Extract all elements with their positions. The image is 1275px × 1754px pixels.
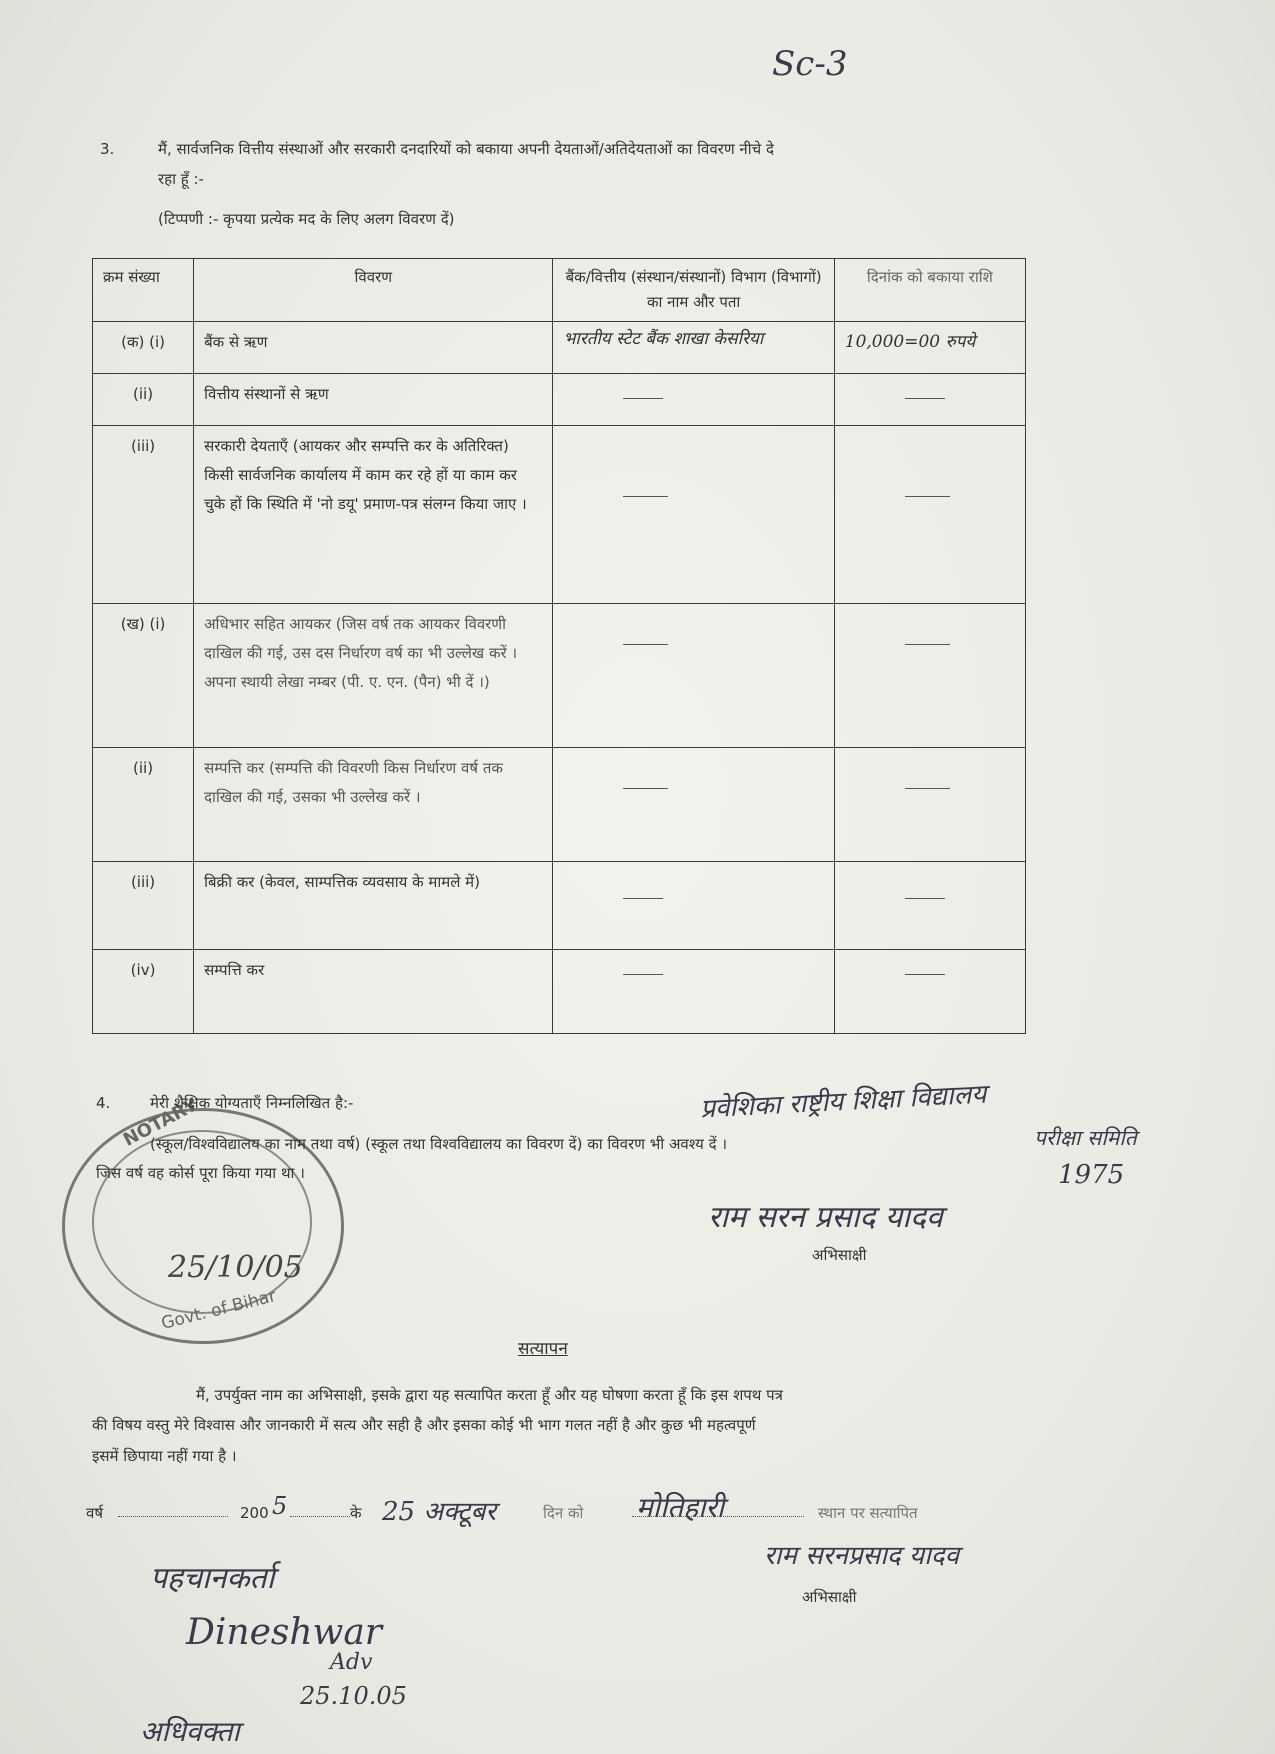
table-row <box>93 426 1026 604</box>
table-row <box>93 862 1026 950</box>
notary-stamp-inner-ring <box>92 1130 312 1314</box>
liabilities-table <box>92 258 1026 1034</box>
verification-line2: की विषय वस्तु मेरे विश्वास और जानकारी में सत्य और सही है और इसका कोई भी भाग गलत नहीं है और कुछ भी महत्वपूर्ण <box>92 1416 756 1434</box>
table-row <box>93 950 1026 1034</box>
blank-dash <box>905 898 945 899</box>
row-bank-handwritten: भारतीय स्टेट बैंक शाखा केसरिया <box>553 322 834 374</box>
row-amount-blank <box>834 862 1025 950</box>
corner-mark: Sc-3 <box>772 44 848 84</box>
blank-dash <box>905 788 950 789</box>
blank-dash <box>905 398 945 399</box>
blank-dash <box>623 496 668 497</box>
section3-note: (टिप्पणी :- कृपया प्रत्येक मद के लिए अलग विवरण दें) <box>158 210 455 228</box>
din-label: दिन को <box>543 1504 584 1522</box>
blank-dash <box>623 974 663 975</box>
identifier-signature: Dineshwar <box>186 1612 383 1653</box>
year-label: वर्ष <box>86 1504 104 1522</box>
table-row <box>93 748 1026 862</box>
row-bank-blank <box>553 862 834 950</box>
date-handwritten: 25 अक्टूबर <box>382 1497 496 1527</box>
deponent-label-2: अभिसाक्षी <box>802 1588 857 1606</box>
row-amount-blank <box>834 748 1025 862</box>
year-dotted-line-2 <box>290 1516 350 1517</box>
verification-title: सत्यापन <box>518 1339 568 1359</box>
row-bank-blank <box>553 374 834 426</box>
row-bank-blank <box>553 604 834 748</box>
header-bank: बैंक/वित्तीय (संस्थान/संस्थानों) विभाग (विभागों) का नाम और पता <box>553 259 834 322</box>
row-number: (क) (i) <box>93 322 194 374</box>
row-description: अधिभार सहित आयकर (जिस वर्ष तक आयकर विवरणी दाखिल की गई, उस दस निर्धारण वर्ष का भी उल्लेख करें । अपना स्थायी लेखा नम्बर (पी. ए. एन. (पैन) भी दें ।) <box>194 604 553 748</box>
year-handwritten: 5 <box>272 1492 288 1520</box>
table-header-row <box>93 259 1026 322</box>
header-amount: दिनांक को बकाया राशि <box>834 259 1025 322</box>
blank-dash <box>623 898 663 899</box>
row-description: सम्पत्ति कर (सम्पत्ति की विवरणी किस निर्धारण वर्ष तक दाखिल की गई, उसका भी उल्लेख करें । <box>194 748 553 862</box>
section3-text-line1: मैं, सार्वजनिक वित्तीय संस्थाओं और सरकारी दनदारियों को बकाया अपनी देयताओं/अतिदेयताओं का विवरण नीचे दे <box>158 140 774 158</box>
place-handwritten: मोतिहारी <box>636 1491 725 1524</box>
qualification-handwritten-1: प्रवेशिका राष्ट्रीय शिक्षा विद्यालय <box>699 1079 988 1125</box>
table-row <box>93 322 1026 374</box>
verification-line3: इसमें छिपाया नहीं गया है । <box>92 1447 237 1465</box>
section4-text-line1: मेरी शैक्षिक योग्यताएँ निम्नलिखित है:- <box>150 1094 354 1112</box>
table-row <box>93 374 1026 426</box>
stamp-text-bottom: Govt. of Bihar <box>159 1286 279 1334</box>
blank-dash <box>623 788 668 789</box>
row-amount-handwritten: 10,000=00 रुपये <box>834 322 1025 374</box>
qualification-year-handwritten: 1975 <box>1058 1160 1125 1190</box>
table-row <box>93 604 1026 748</box>
blank-dash <box>905 496 950 497</box>
deponent-signature-1: राम सरन प्रसाद यादव <box>708 1200 943 1235</box>
identifier-label-handwritten: पहचानकर्ता <box>150 1561 275 1596</box>
row-amount-blank <box>834 950 1025 1034</box>
row-number: (ii) <box>93 374 194 426</box>
row-number: (iii) <box>93 426 194 604</box>
stamp-text-top: NOTARY <box>119 1094 202 1151</box>
deponent-signature-2: राम सरनप्रसाद यादव <box>764 1541 960 1571</box>
year-prefix: 200 <box>240 1504 269 1522</box>
section3-number: 3. <box>100 140 115 158</box>
row-number: (ii) <box>93 748 194 862</box>
identifier-date-handwritten: 25.10.05 <box>300 1682 407 1710</box>
row-bank-blank <box>553 426 834 604</box>
row-number: (iv) <box>93 950 194 1034</box>
row-description: वित्तीय संस्थानों से ऋण <box>194 374 553 426</box>
blank-dash <box>623 398 663 399</box>
identifier-bottom-handwritten: अधिवक्ता <box>140 1715 240 1748</box>
ke-label: के <box>350 1504 362 1522</box>
place-label: स्थान पर सत्यापित <box>818 1504 918 1522</box>
row-amount-blank <box>834 426 1025 604</box>
header-description: विवरण <box>194 259 553 322</box>
row-description: बिक्री कर (केवल, साम्पत्तिक व्यवसाय के मामले में) <box>194 862 553 950</box>
row-number: (iii) <box>93 862 194 950</box>
row-description: बैंक से ऋण <box>194 322 553 374</box>
stamp-date-handwritten: 25/10/05 <box>168 1250 303 1285</box>
blank-dash <box>623 644 668 645</box>
qualification-handwritten-2: परीक्षा समिति <box>1034 1126 1137 1150</box>
section4-number: 4. <box>96 1094 111 1112</box>
row-amount-blank <box>834 374 1025 426</box>
blank-dash <box>905 974 945 975</box>
section3-text-line2: रहा हूँ :- <box>158 170 204 188</box>
row-description: सम्पत्ति कर <box>194 950 553 1034</box>
year-dotted-line <box>118 1516 228 1517</box>
verification-line1: मैं, उपर्युक्त नाम का अभिसाक्षी, इसके द्वारा यह सत्यापित करता हूँ और यह घोषणा करता हूँ कि इस शपथ पत्र <box>196 1386 783 1404</box>
deponent-label-1: अभिसाक्षी <box>812 1246 867 1264</box>
header-serial: क्रम संख्या <box>93 259 194 322</box>
identifier-adv-handwritten: Adv <box>330 1650 373 1675</box>
place-dotted-line <box>632 1516 804 1517</box>
row-description: सरकारी देयताएँ (आयकर और सम्पत्ति कर के अतिरिक्त) किसी सार्वजनिक कार्यालय में काम कर रहे हों या काम कर चुके हों कि स्थिति में 'नो डयू' प्रमाण-पत्र संलग्न किया जाए । <box>194 426 553 604</box>
row-bank-blank <box>553 748 834 862</box>
row-amount-blank <box>834 604 1025 748</box>
row-number: (ख) (i) <box>93 604 194 748</box>
section4-text-line2: (स्कूल/विश्वविद्यालय का नाम तथा वर्ष) (स्कूल तथा विश्वविद्यालय का विवरण दें) का विवरण भी अवश्य दें । <box>150 1135 727 1153</box>
row-bank-blank <box>553 950 834 1034</box>
blank-dash <box>905 644 950 645</box>
section4-text-line3: जिस वर्ष वह कोर्स पूरा किया गया था । <box>96 1164 305 1182</box>
